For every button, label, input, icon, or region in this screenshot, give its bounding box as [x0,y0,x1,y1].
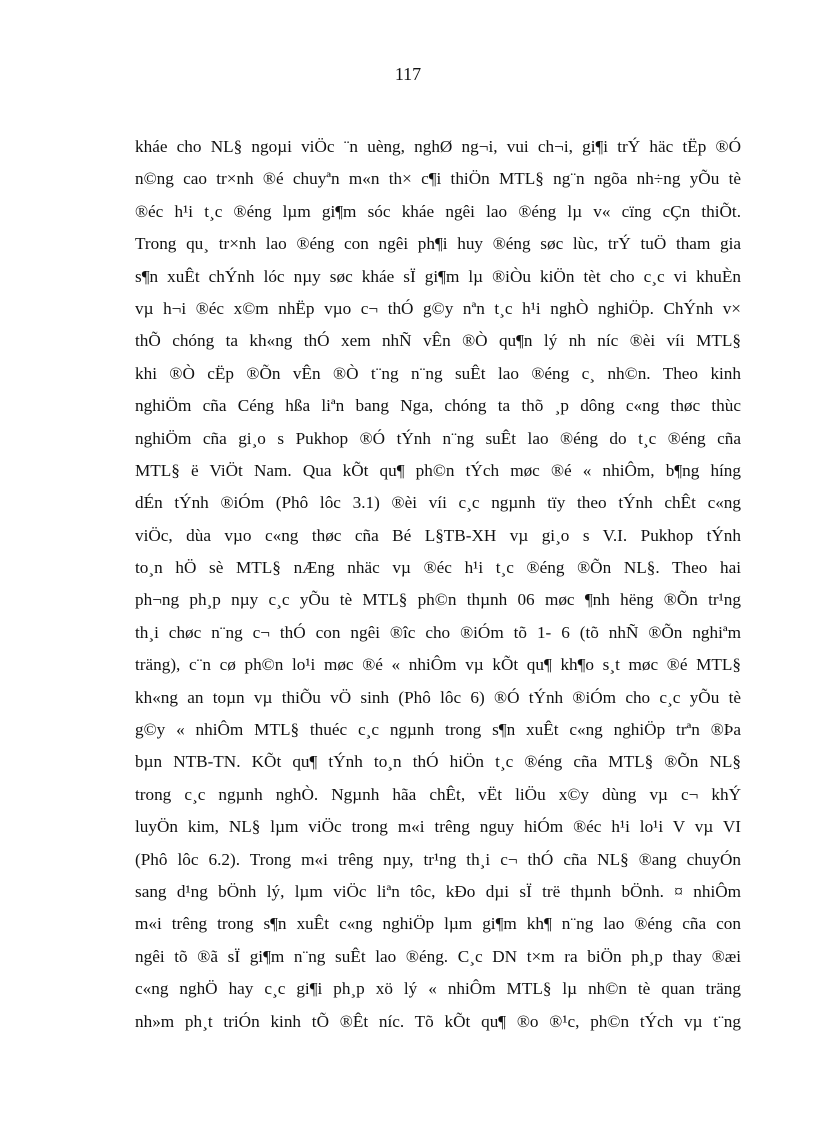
text-line: ®éc h¹i t¸c ®éng lµm gi¶m sóc kháe ngêi lao ®éng lµ v« cïng cÇn thiÕt. [135,201,741,221]
text-line: kháe cho NL§ ngoµi viÖc ¨n uèng, nghØ ng¬i, vui ch¬i, gi¶i trÝ häc tËp ®Ó [135,137,741,156]
text-line: sang d¹ng bÖnh lý, lµm viÖc liªn tôc, kÐo dµi sÏ trë thµnh bÖnh. ¤ nhiÔm [135,881,741,901]
text-line: nghiÖm cña gi¸o s Pukhop ®Ó tÝnh n¨ng suÊt lao ®éng do t¸c ®éng cña [135,428,741,448]
text-line: ph¬ng ph¸p nµy c¸c yÕu tè MTL§ ph©n thµnh 06 møc ¶nh hëng ®Õn tr¹ng [135,590,741,610]
page-number: 117 [394,64,422,84]
text-line: träng), c¨n cø ph©n lo¹i møc ®é « nhiÔm vµ kÕt qu¶ kh¶o s¸t møc ®é MTL§ [135,655,741,675]
text-line: c«ng nghÖ hay c¸c gi¶i ph¸p xö lý « nhiÔm MTL§ lµ nh©n tè quan träng [135,979,741,999]
text-line: khi ®Ò cËp ®Õn vÊn ®Ò t¨ng n¨ng suÊt lao ®éng c¸ nh©n. Theo kinh [135,363,741,383]
text-line: to¸n hÖ sè MTL§ nÆng nhäc vµ ®éc h¹i t¸c ®éng ®Õn NL§. Theo hai [135,558,741,578]
text-line: nh»m ph¸t triÓn kinh tÕ ®Êt níc. Tõ kÕt qu¶ ®o ®¹c, ph©n tÝch vµ t¨ng [135,1011,741,1031]
text-line: g©y « nhiÔm MTL§ thuéc c¸c ngµnh trong s¶n xuÊt c«ng nghiÖp trªn ®Þa [135,720,741,740]
text-line: trong c¸c ngµnh nghÒ. Ngµnh hãa chÊt, vËt liÖu x©y dùng vµ c¬ khÝ [135,784,741,804]
text-line: s¶n xuÊt chÝnh lóc nµy søc kháe sÏ gi¶m lµ ®iÒu kiÖn tèt cho c¸c vi khuÈn [135,266,741,286]
text-line: th¸i chøc n¨ng c¬ thÓ con ngêi ®îc cho ®iÓm tõ 1- 6 (tõ nhÑ ®Õn nghiªm [135,622,741,642]
text-line: m«i trêng trong s¶n xuÊt c«ng nghiÖp lµm gi¶m kh¶ n¨ng lao ®éng cña con [135,914,741,934]
text-line: thÕ chóng ta kh«ng thÓ xem nhÑ vÊn ®Ò qu¶n lý nh níc ®èi víi MTL§ [135,331,741,351]
text-line: (Phô lôc 6.2). Trong m«i trêng nµy, tr¹ng th¸i c¬ thÓ cña NL§ ®ang chuyÓn [135,849,741,869]
text-line: nghiÖm cña Céng hßa liªn bang Nga, chóng ta thõ ¸p dông c«ng thøc thùc [135,396,741,416]
body-text [135,131,741,1038]
text-line: dÉn tÝnh ®iÓm (Phô lôc 3.1) ®èi víi c¸c ngµnh tïy theo tÝnh chÊt c«ng [135,493,741,513]
text-line: viÖc, dùa vµo c«ng thøc cña Bé L§TB-XH vµ gi¸o s V.I. Pukhop tÝnh [135,525,741,545]
text-line: MTL§ ë ViÖt Nam. Qua kÕt qu¶ ph©n tÝch møc ®é « nhiÔm, b¶ng híng [135,460,741,480]
text-line: Trong qu¸ tr×nh lao ®éng con ngêi ph¶i huy ®éng søc lùc, trÝ tuÖ tham gia [135,234,741,254]
text-line: bµn NTB-TN. KÕt qu¶ tÝnh to¸n thÓ hiÖn t¸c ®éng cña MTL§ ®Õn NL§ [135,752,741,772]
text-line: n©ng cao tr×nh ®é chuyªn m«n th× c¶i thiÖn MTL§ ng¨n ngõa nh÷ng yÕu tè [135,169,741,189]
text-line: luyÖn kim, NL§ lµm viÖc trong m«i trêng nguy hiÓm ®éc h¹i lo¹i V vµ VI [135,817,741,837]
text-line: ngêi tõ ®ã sÏ gi¶m n¨ng suÊt lao ®éng. C¸c DN t×m ra biÖn ph¸p thay ®æi [135,946,741,966]
text-line: kh«ng an toµn vµ thiÕu vÖ sinh (Phô lôc 6) ®Ó tÝnh ®iÓm cho c¸c yÕu tè [135,687,741,707]
text-line: vµ h¬i ®éc x©m nhËp vµo c¬ thÓ g©y nªn t¸c h¹i nghÒ nghiÖp. ChÝnh v× [135,298,741,318]
